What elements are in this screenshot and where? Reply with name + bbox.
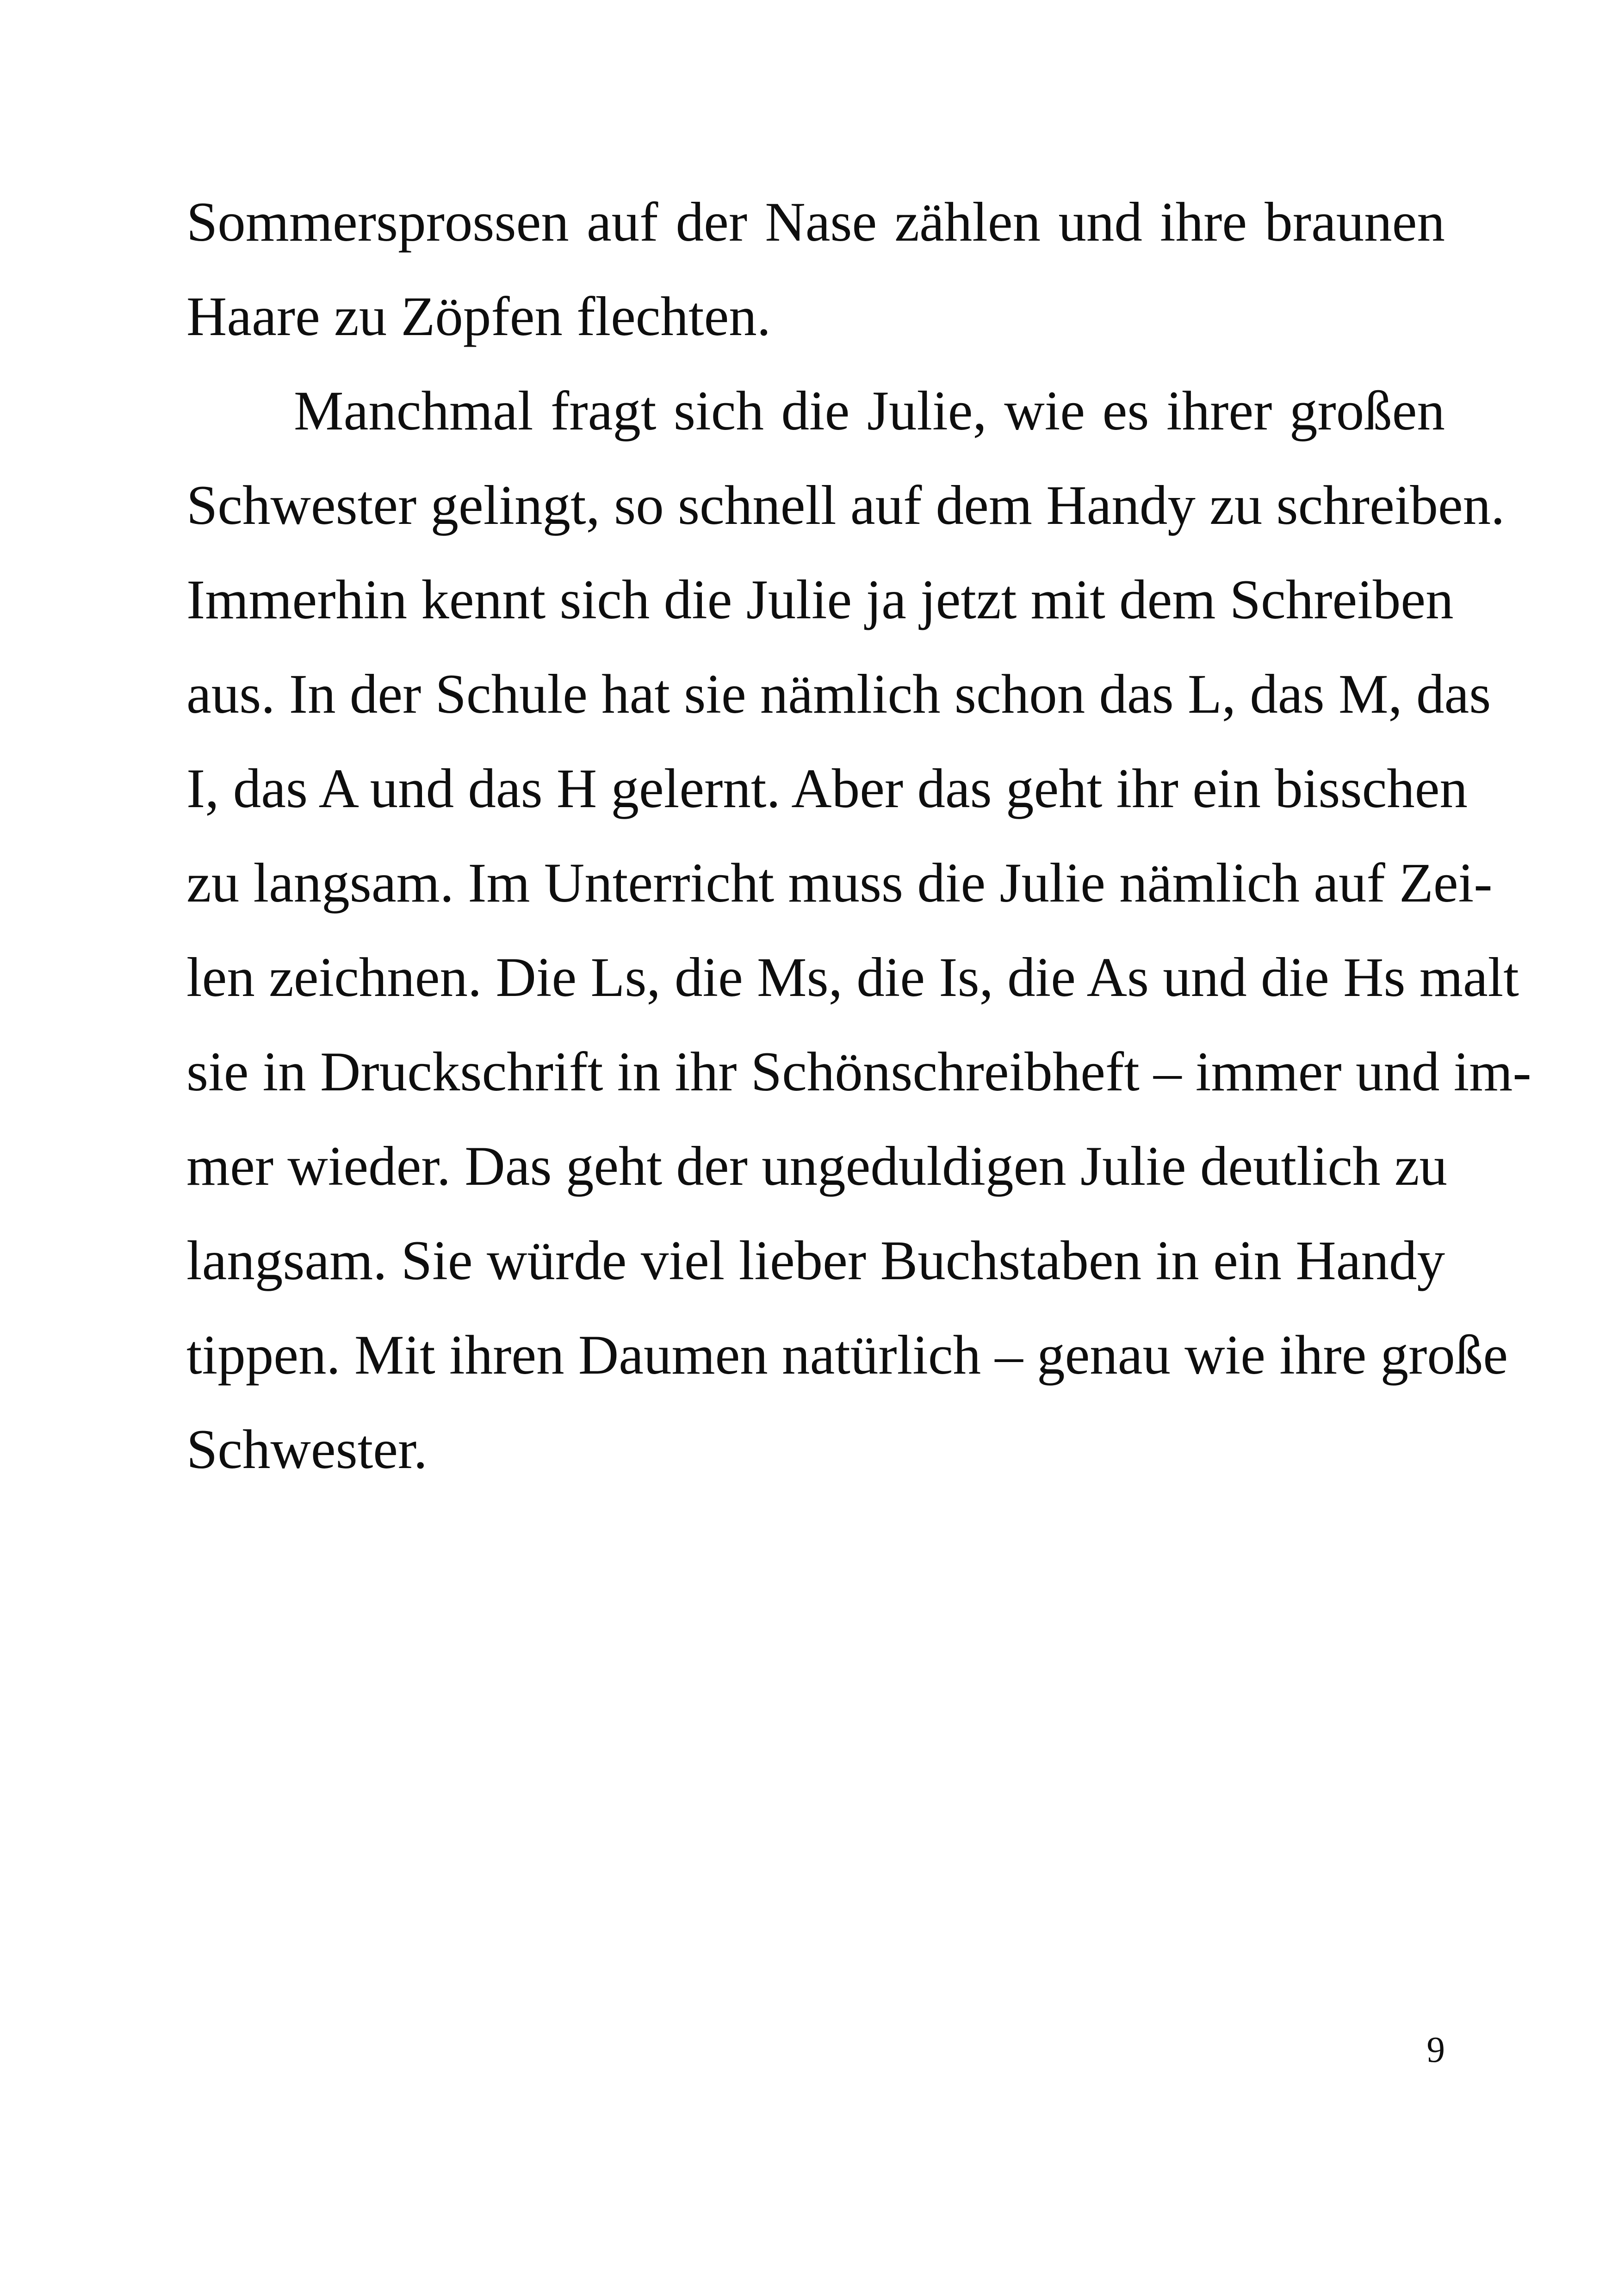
page-number: 9 <box>1426 2030 1445 2070</box>
text-line: Schwester. <box>186 1419 428 1481</box>
text-line: tippen. Mit ihren Daumen natürlich – genau wie ihre große <box>186 1324 1508 1386</box>
text-line: Haare zu Zöpfen flechten. <box>186 286 771 348</box>
text-line: aus. In der Schule hat sie nämlich schon das L, das M, das <box>186 663 1491 725</box>
text-line: len zeichnen. Die Ls, die Ms, die Is, die As und die Hs malt <box>186 946 1519 1008</box>
text-line: zu langsam. Im Unterricht muss die Julie nämlich auf Zei- <box>186 852 1493 914</box>
text-line: I, das A und das H gelernt. Aber das geht ihr ein bisschen <box>186 758 1468 820</box>
text-line: sie in Druckschrift in ihr Schönschreibheft – immer und im- <box>186 1041 1531 1103</box>
text-line: Manchmal fragt sich die Julie, wie es ihrer großen <box>294 380 1445 442</box>
text-line: Sommersprossen auf der Nase zählen und ihre braunen <box>186 191 1445 253</box>
text-line: Immerhin kennt sich die Julie ja jetzt mit dem Schreiben <box>186 569 1454 631</box>
body-text <box>186 175 1531 1497</box>
text-line: Schwester gelingt, so schnell auf dem Handy zu schreiben. <box>186 474 1505 536</box>
text-line: langsam. Sie würde viel lieber Buchstaben in ein Handy <box>186 1230 1445 1292</box>
text-line: mer wieder. Das geht der ungeduldigen Julie deutlich zu <box>186 1135 1448 1197</box>
